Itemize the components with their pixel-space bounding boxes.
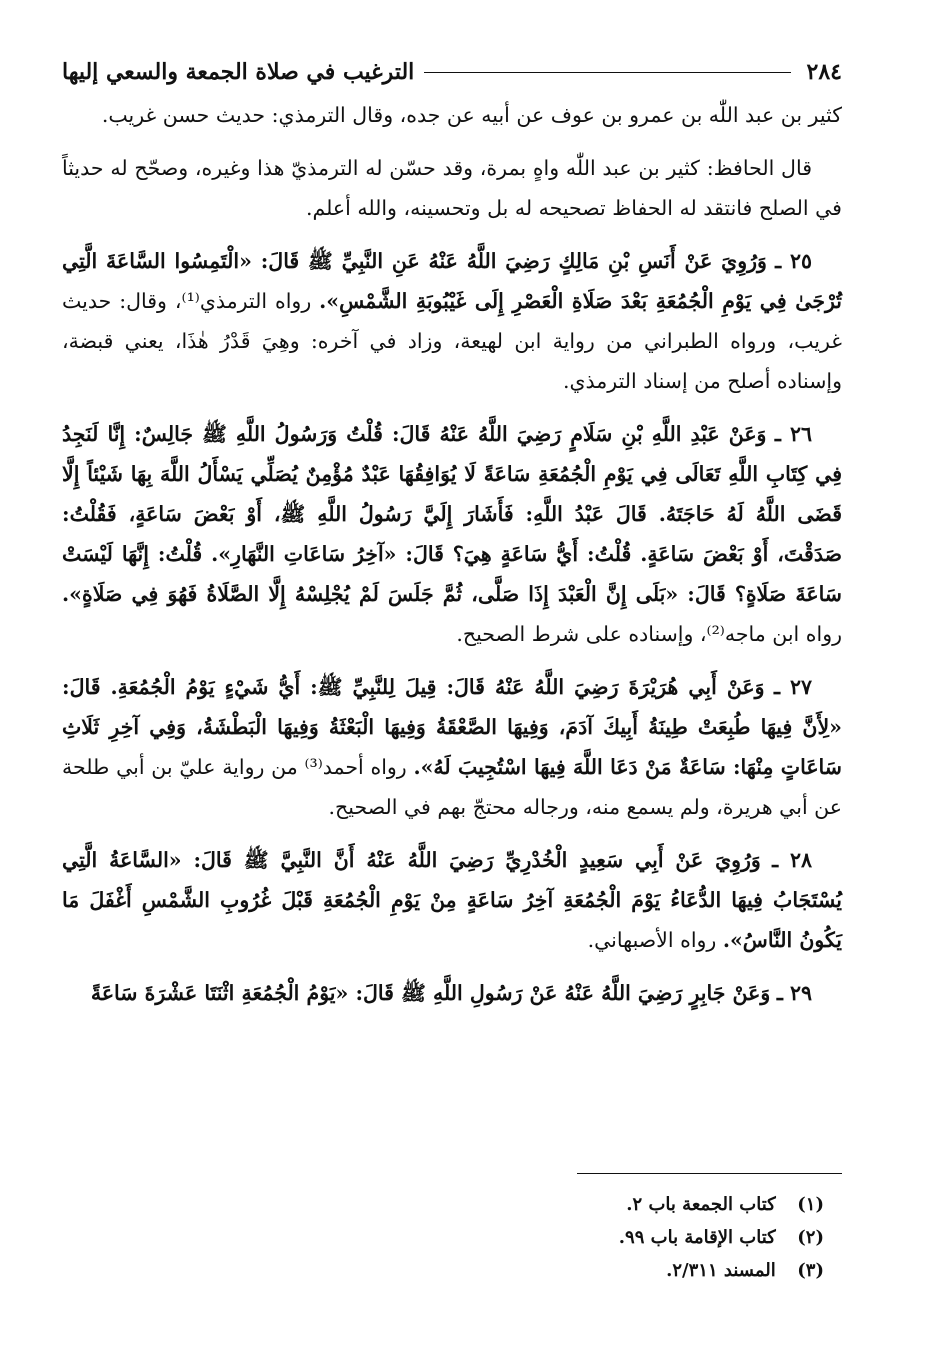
footnote-text: المسند ٢/٣١١.	[666, 1260, 776, 1281]
hadith-28	[62, 840, 842, 960]
hadith-number: ٢٩ ـ	[776, 981, 812, 1005]
hadith-26	[62, 414, 842, 654]
footnote-mark: (٢)	[797, 1227, 824, 1248]
header-rule	[424, 72, 790, 73]
hadith-27	[62, 667, 842, 827]
hadith-commentary: رواه الأصبهاني.	[587, 928, 723, 952]
footnote-text: كتاب الجمعة باب ٢.	[626, 1194, 776, 1215]
hadith-commentary: رواه الترمذي⁽¹⁾، وقال: حديث غريب، ورواه الطبراني من رواية ابن لهيعة، وزاد في آخره: وهِيَ قَدْرُ هٰذَا، يعني قبضة، وإسناده أصلح من إسناد الترمذي.	[62, 289, 842, 393]
footnote-1	[62, 1188, 842, 1221]
footnote-rule	[577, 1173, 842, 1174]
paragraph-commentary	[62, 148, 842, 228]
hadith-number: ٢٥ ـ	[775, 249, 812, 273]
hadith-text: وَرُوِيَ عَنْ أَنَسِ بْنِ مَالِكٍ رَضِيَ اللَّهُ عَنْهُ عَنِ النَّبِيِّ ﷺ قَالَ: «الْتَمِسُوا السَّاعَةَ الَّتِي تُرْجَىٰ فِي يَوْمِ الْجُمُعَةِ بَعْدَ صَلَاةِ الْعَصْرِ إِلَى غَيْبُوبَةِ الشَّمْسِ».	[62, 249, 843, 313]
hadith-number: ٢٧ ـ	[773, 675, 812, 699]
book-page	[62, 55, 842, 1315]
page-number: ٢٨٤	[806, 59, 842, 85]
hadith-commentary: رواه أحمد⁽³⁾ من رواية عليّ بن أبي طلحة عن أبي هريرة، ولم يسمع منه، ورجاله محتجّ بهم في الصحيح.	[62, 755, 842, 819]
running-header	[62, 55, 842, 89]
body-text	[62, 95, 842, 1013]
footnotes	[62, 1173, 842, 1287]
hadith-text: وَعَنْ أَبِي هُرَيْرَةَ رَضِيَ اللَّهُ عَنْهُ قَالَ: قِيلَ لِلنَّبِيِّ ﷺ: أَيُّ شَيْءٍ يَوْمُ الْجُمُعَةِ. قَالَ: «لِأَنَّ فِيهَا طُبِعَتْ طِينَةُ أَبِيكَ آدَمَ، وَفِيهَا الصَّعْقَةُ وَفِيهَا الْبَعْثَةُ وَفِيهَا الْبَطْشَةُ، وَفِي آخِرِ ثَلَاثِ سَاعَاتٍ مِنْهَا: سَاعَةٌ مَنْ دَعَا اللَّهَ فِيهَا اسْتُجِيبَ لَهُ».	[62, 675, 842, 779]
footnote-2	[62, 1221, 842, 1254]
paragraph-text: كثير بن عبد اللّٰه بن عمرو بن عوف عن أبيه عن جده، وقال الترمذي: حديث حسن غريب.	[101, 103, 842, 127]
hadith-commentary: رواه ابن ماجه⁽²⁾، وإسناده على شرط الصحيح.	[456, 622, 842, 646]
hadith-text: وَعَنْ جَابِرٍ رَضِيَ اللَّهُ عَنْهُ عَنْ رَسُولِ اللَّهِ ﷺ قَالَ: «يَوْمُ الْجُمُعَةِ اثْنَتَا عَشْرَةَ سَاعَةً	[90, 981, 771, 1005]
hadith-text: وَرُوِيَ عَنْ أَبِي سَعِيدٍ الْخُدْرِيِّ رَضِيَ اللَّهُ عَنْهُ أَنَّ النَّبِيَّ ﷺ قَالَ: «السَّاعَةُ الَّتِي يُسْتَجَابُ فِيهَا الدُّعَاءُ يَوْمَ الْجُمُعَةِ آخِرُ سَاعَةٍ مِنْ يَوْمِ الْجُمُعَةِ قَبْلَ غُرُوبِ الشَّمْسِ أَغْفَلَ مَا يَكُونُ النَّاسُ».	[62, 848, 842, 952]
chapter-title: الترغيب في صلاة الجمعة والسعي إليها	[62, 59, 415, 85]
footnote-mark: (٣)	[797, 1260, 824, 1281]
hadith-25	[62, 241, 842, 401]
footnote-3	[62, 1254, 842, 1287]
hadith-number: ٢٦ ـ	[774, 422, 812, 446]
hadith-number: ٢٨ ـ	[772, 848, 812, 872]
paragraph-text: قال الحافظ: كثير بن عبد اللّٰه واهٍ بمرة، وقد حسّن له الترمذيّ هذا وغيره، وصحّح له حديثاً في الصلح فانتقد له الحفاظ تصحيحه له بل وتحسينه، والله أعلم.	[62, 156, 842, 220]
footnote-mark: (١)	[797, 1194, 824, 1215]
footnote-text: كتاب الإقامة باب ٩٩.	[618, 1227, 776, 1248]
hadith-text: وَعَنْ عَبْدِ اللَّهِ بْنِ سَلَامٍ رَضِيَ اللَّهُ عَنْهُ قَالَ: قُلْتُ وَرَسُولُ اللَّهِ ﷺ جَالِسٌ: إِنَّا لَنَجِدُ فِي كِتَابِ اللَّهِ تَعَالَى فِي يَوْمِ الْجُمُعَةِ سَاعَةً لَا يُوَافِقُهَا عَبْدٌ مُؤْمِنٌ يُصَلِّي يَسْأَلُ اللَّهَ بِهَا شَيْئاً إِلَّا قَضَى اللَّهُ لَهُ حَاجَتَهُ. قَالَ عَبْدُ اللَّهِ: فَأَشَارَ إِلَيَّ رَسُولُ اللَّهِ ﷺ، أَوْ بَعْضَ سَاعَةٍ، فَقُلْتُ: صَدَقْتَ، أَوْ بَعْضَ سَاعَةٍ. قُلْتُ: أَيُّ سَاعَةٍ هِيَ؟ قَالَ: «آخِرُ سَاعَاتِ النَّهَارِ». قُلْتُ: إِنَّهَا لَيْسَتْ سَاعَةَ صَلَاةٍ؟ قَالَ: «بَلَى إِنَّ الْعَبْدَ إِذَا صَلَّى، ثُمَّ جَلَسَ لَمْ يُجْلِسْهُ إِلَّا الصَّلَاةُ فَهُوَ فِي صَلَاةٍ».	[62, 422, 842, 606]
hadith-29	[62, 973, 842, 1013]
paragraph-continuation	[62, 95, 842, 135]
